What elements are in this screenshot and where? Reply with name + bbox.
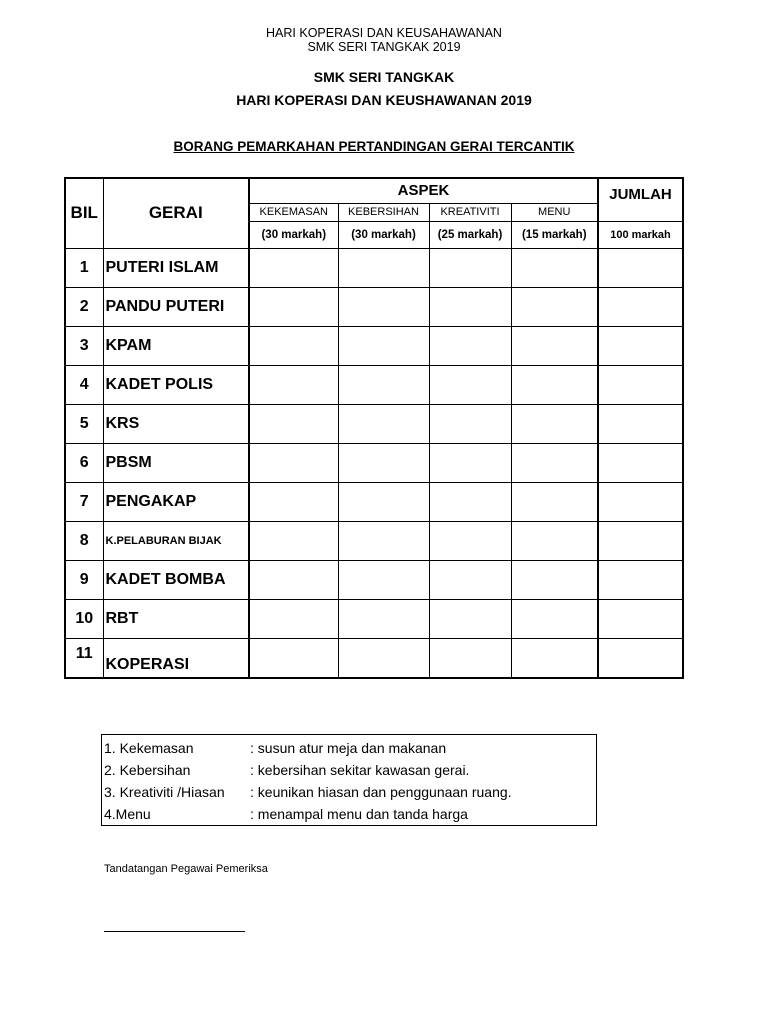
marks-menu: (15 markah) [511,221,598,248]
score-cell[interactable] [338,638,429,678]
marks-kekemasan: (30 markah) [249,221,338,248]
legend-term: 1. Kekemasan [104,740,194,756]
stall-name: KPAM [103,326,249,365]
table-row [65,482,683,521]
total-cell[interactable] [598,638,683,678]
legend-term: 3. Kreativiti /Hiasan [104,784,225,800]
score-cell[interactable] [511,443,598,482]
table-row [65,287,683,326]
score-cell[interactable] [338,248,429,287]
row-number: 10 [65,599,103,638]
score-cell[interactable] [511,287,598,326]
legend-description: : keunikan hiasan dan penggunaan ruang. [250,784,512,800]
total-cell[interactable] [598,521,683,560]
stall-name: K.PELABURAN BIJAK [103,521,249,560]
header-row-aspek [65,178,683,203]
category-menu: MENU [511,203,598,221]
row-number: 5 [65,404,103,443]
stall-name: RBT [103,599,249,638]
score-cell[interactable] [249,248,338,287]
table-row [65,248,683,287]
legend-item [104,737,596,759]
legend-item [104,781,596,803]
score-cell[interactable] [511,404,598,443]
legend-description: : menampal menu dan tanda harga [250,806,468,822]
signature-label: Tandatangan Pegawai Pemeriksa [104,863,268,875]
row-number: 3 [65,326,103,365]
total-cell[interactable] [598,287,683,326]
school-name: SMK SERI TANGKAK [313,69,455,85]
score-cell[interactable] [511,248,598,287]
stall-name: PENGAKAP [103,482,249,521]
score-cell[interactable] [249,560,338,599]
total-cell[interactable] [598,560,683,599]
total-cell[interactable] [598,326,683,365]
bil-header: BIL [65,178,103,248]
score-cell[interactable] [429,599,511,638]
legend-item [104,803,596,825]
score-cell[interactable] [429,443,511,482]
stall-name: KOPERASI [103,638,249,678]
category-kekemasan: KEKEMASAN [249,203,338,221]
total-cell[interactable] [598,248,683,287]
row-number: 6 [65,443,103,482]
form-title: BORANG PEMARKAHAN PERTANDINGAN GERAI TERCANTIK [173,139,575,154]
stall-name: PUTERI ISLAM [103,248,249,287]
table-row [65,443,683,482]
legend-term: 4.Menu [104,806,151,822]
category-kebersihan: KEBERSIHAN [338,203,429,221]
score-cell[interactable] [249,365,338,404]
criteria-legend [101,734,597,826]
row-number: 1 [65,248,103,287]
category-kreativiti: KREATIVITI [429,203,511,221]
score-cell[interactable] [511,560,598,599]
score-cell[interactable] [429,287,511,326]
total-cell[interactable] [598,443,683,482]
row-number: 7 [65,482,103,521]
stall-name: PBSM [103,443,249,482]
header-line-1: HARI KOPERASI DAN KEUSAHAWANAN [266,26,502,40]
legend-description: : kebersihan sekitar kawasan gerai. [250,762,470,778]
score-cell[interactable] [249,482,338,521]
table-row [65,560,683,599]
score-cell[interactable] [338,404,429,443]
score-cell[interactable] [429,248,511,287]
score-cell[interactable] [429,638,511,678]
row-number: 8 [65,521,103,560]
score-cell[interactable] [249,326,338,365]
score-cell[interactable] [511,521,598,560]
score-cell[interactable] [511,599,598,638]
jumlah-header: JUMLAH [598,178,683,221]
score-cell[interactable] [429,404,511,443]
aspek-header: ASPEK [249,178,598,203]
legend-description: : susun atur meja dan makanan [250,740,447,756]
score-cell[interactable] [338,560,429,599]
legend-item [104,759,596,781]
table-row [65,365,683,404]
total-cell[interactable] [598,365,683,404]
score-table [64,177,684,679]
score-cell[interactable] [338,365,429,404]
score-cell[interactable] [511,638,598,678]
score-cell[interactable] [511,365,598,404]
score-cell[interactable] [429,326,511,365]
score-cell[interactable] [249,638,338,678]
table-row [65,404,683,443]
score-cell[interactable] [249,443,338,482]
score-cell[interactable] [429,560,511,599]
score-cell[interactable] [249,287,338,326]
row-number: 2 [65,287,103,326]
score-cell[interactable] [511,326,598,365]
row-number: 11 [65,638,103,678]
score-cell[interactable] [429,482,511,521]
score-cell[interactable] [338,287,429,326]
marks-kebersihan: (30 markah) [338,221,429,248]
row-number: 4 [65,365,103,404]
stall-name: KRS [103,404,249,443]
header-line-2: SMK SERI TANGKAK 2019 [307,40,461,54]
score-cell[interactable] [338,443,429,482]
table-row [65,638,683,678]
event-title: HARI KOPERASI DAN KEUSHAWANAN 2019 [236,92,532,108]
score-cell[interactable] [429,365,511,404]
total-cell[interactable] [598,482,683,521]
signature-line[interactable] [104,931,245,932]
score-cell[interactable] [511,482,598,521]
table-row [65,326,683,365]
total-cell[interactable] [598,404,683,443]
marks-total: 100 markah [598,221,683,248]
total-cell[interactable] [598,599,683,638]
table-row [65,521,683,560]
row-number: 9 [65,560,103,599]
score-cell[interactable] [338,521,429,560]
gerai-header: GERAI [103,178,249,248]
score-cell[interactable] [249,521,338,560]
stall-name: KADET POLIS [103,365,249,404]
score-cell[interactable] [249,599,338,638]
marks-kreativiti: (25 markah) [429,221,511,248]
score-cell[interactable] [338,599,429,638]
stall-name: PANDU PUTERI [103,287,249,326]
score-cell[interactable] [249,404,338,443]
table-row [65,599,683,638]
stall-name: KADET BOMBA [103,560,249,599]
score-cell[interactable] [338,326,429,365]
score-cell[interactable] [429,521,511,560]
score-cell[interactable] [338,482,429,521]
legend-term: 2. Kebersihan [104,762,191,778]
